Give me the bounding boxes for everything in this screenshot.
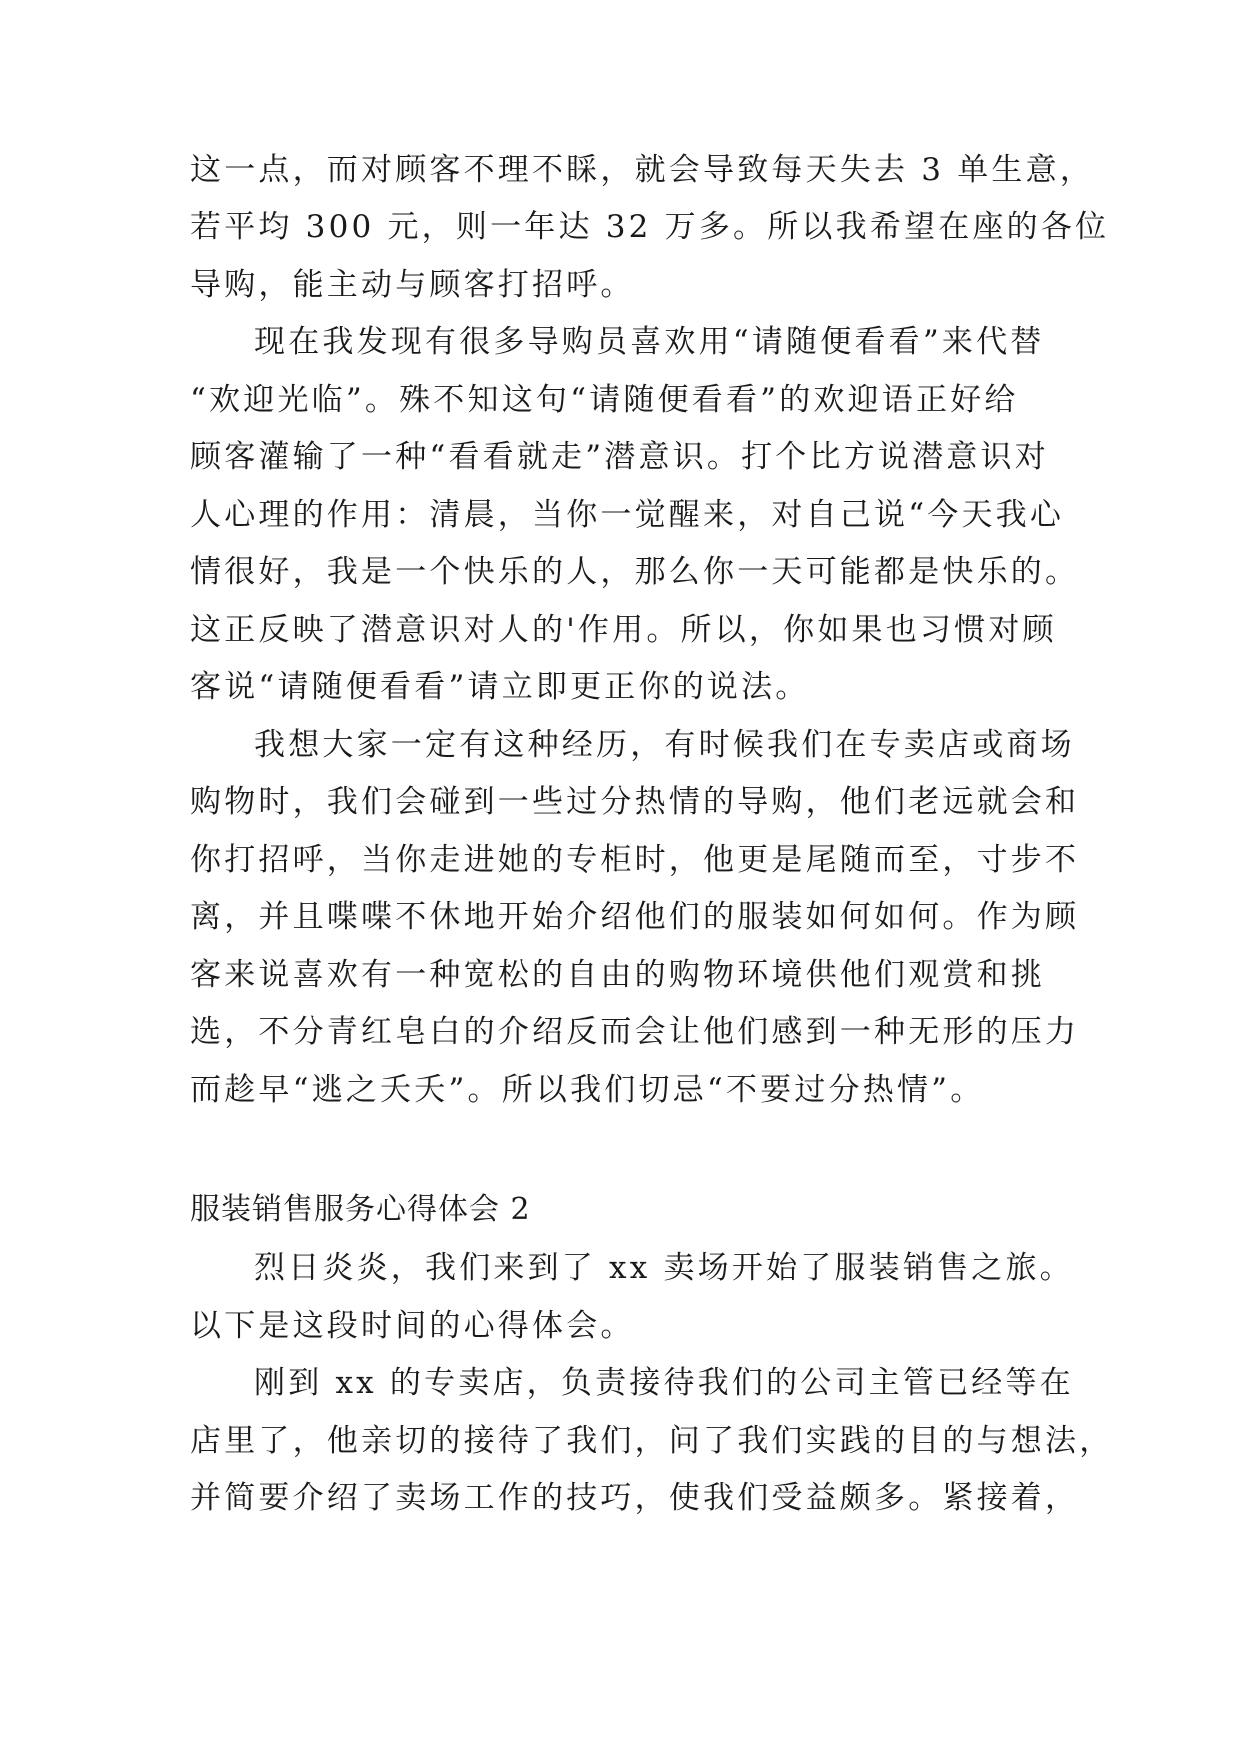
body-text-line: 而趁早“逃之夭夭”。所以我们切忌“不要过分热情”。	[190, 1072, 985, 1108]
body-text-line: 现在我发现有很多导购员喜欢用“请随便看看”来代替	[254, 324, 1045, 360]
body-text-line: 导购，能主动与顾客打招呼。	[190, 267, 635, 303]
body-text-line: 选，不分青红皂白的介绍反而会让他们感到一种无形的压力	[190, 1014, 1080, 1050]
body-text-line: 人心理的作用：清晨，当你一觉醒来，对自己说“今天我心	[190, 497, 1065, 533]
body-text-line: 这一点，而对顾客不理不睬，就会导致每天失去 3 单生意，	[190, 152, 1095, 188]
body-text-line: 情很好，我是一个快乐的人，那么你一天可能都是快乐的。	[190, 554, 1080, 590]
body-text-line: 你打招呼，当你走进她的专柜时，他更是尾随而至，寸步不	[190, 842, 1080, 878]
body-text-line: 离，并且喋喋不休地开始介绍他们的服装如何如何。作为顾	[190, 899, 1080, 935]
body-text-line: 店里了，他亲切的接待了我们，问了我们实践的目的与想法，	[190, 1423, 1114, 1459]
body-text-line: 刚到 xx 的专卖店，负责接待我们的公司主管已经等在	[254, 1365, 1074, 1401]
section-heading: 服装销售服务心得体会 2	[190, 1192, 531, 1227]
body-text-line: 烈日炎炎，我们来到了 xx 卖场开始了服装销售之旅。	[254, 1250, 1074, 1286]
body-text-line: 这正反映了潜意识对人的'作用。所以，你如果也习惯对顾	[190, 612, 1057, 648]
body-text-line: 若平均 300 元，则一年达 32 万多。所以我希望在座的各位	[190, 209, 1110, 245]
body-text-line: 客说“请随便看看”请立即更正你的说法。	[190, 669, 810, 705]
body-text-line: 并简要介绍了卖场工作的技巧，使我们受益颇多。紧接着，	[190, 1480, 1080, 1516]
body-text-line: “欢迎光临”。殊不知这句“请随便看看”的欢迎语正好给	[190, 382, 1019, 418]
body-text-line: 我想大家一定有这种经历，有时候我们在专卖店或商场	[254, 727, 1075, 763]
body-text-line: 购物时，我们会碰到一些过分热情的导购，他们老远就会和	[190, 784, 1080, 820]
body-text-line: 以下是这段时间的心得体会。	[190, 1308, 635, 1344]
body-text-line: 客来说喜欢有一种宽松的自由的购物环境供他们观赏和挑	[190, 957, 1045, 993]
body-text-line: 顾客灌输了一种“看看就走”潜意识。打个比方说潜意识对	[190, 439, 1049, 475]
